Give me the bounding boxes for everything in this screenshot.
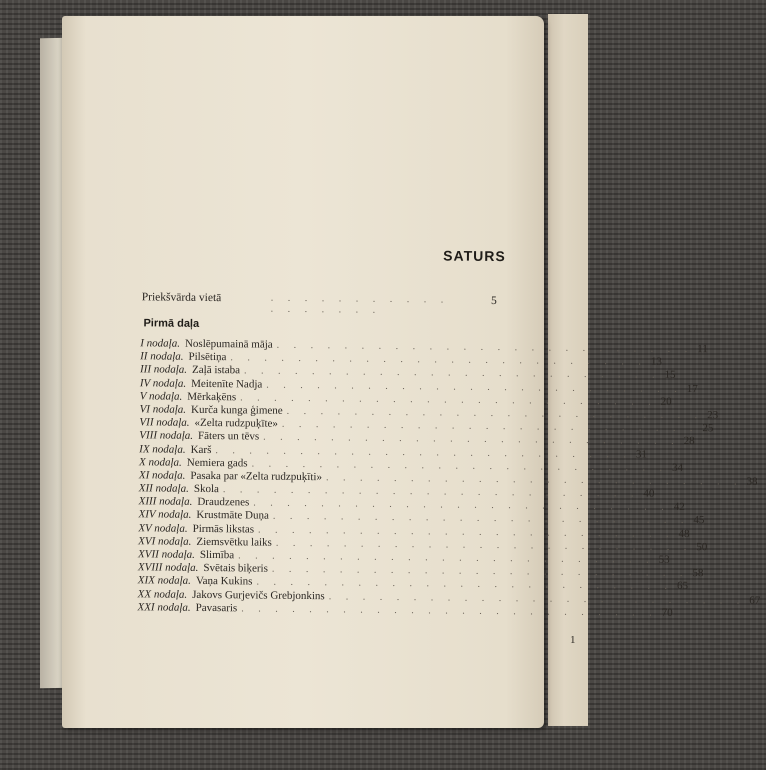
leader-dots: . . . . . . . . . . . . . . . . . . . . . . . . . [328, 590, 746, 607]
chapter-number: VII nodaļa. [139, 416, 190, 429]
chapter-title: Ziemsvētku laiks [196, 535, 272, 549]
chapter-number: II nodaļa. [140, 350, 184, 363]
chapter-number: XVI nodaļa. [138, 535, 192, 548]
leader-dots: . . . . . . . . . . . . . . . . . . . . . . . . . [271, 563, 689, 580]
chapter-number: XI nodaļa. [138, 469, 186, 482]
chapter-title: Meitenīte Nadja [191, 377, 263, 391]
chapter-title: Draudzenes [197, 496, 250, 509]
leader-dots: . . . . . . . . . . . . . . . . . . . . . . . . . [275, 537, 693, 553]
chapter-title: Vaņa Kukins [195, 575, 253, 588]
chapter-number: XV nodaļa. [138, 521, 188, 535]
chapter-page: 40 [643, 487, 655, 500]
chapter-title: Jakovs Gurjevičs Grebjonkins [192, 588, 325, 602]
chapter-number: XVIII nodaļa. [137, 561, 199, 575]
chapter-page: 38 [746, 475, 758, 488]
chapter-number: XX nodaļa. [137, 587, 188, 601]
chapter-title: Karš [190, 443, 212, 456]
leader-dots: . . . . . . . . . . . . . . . . . . . . . . . . . [243, 365, 661, 382]
chapter-page: 23 [707, 409, 719, 422]
chapter-number: XIX nodaļa. [137, 574, 192, 588]
chapter-number: I nodaļa. [140, 337, 181, 350]
leader-dots: . . . . . . . . . . . . . . . . . . . . . . . . . [258, 524, 675, 540]
intro-title: Priekšvārda vietā [141, 291, 222, 305]
leader-dots: . . . . . . . . . . . . . . . . . . . . . . . . . [263, 431, 680, 448]
chapter-title: Pilsētiņa [188, 350, 227, 364]
leader-dots: . . . . . . . . . . . . . . . . . . . . . . . . . [240, 392, 657, 408]
chapter-page: 20 [660, 395, 672, 408]
chapter-page: 53 [658, 553, 670, 566]
chapter-page: 58 [692, 567, 704, 580]
leader-dots: . . . . . . . . . . . . . . . . . . . . . . . . . [281, 418, 699, 435]
chapter-number: VIII nodaļa. [139, 429, 194, 443]
chapter-page: 15 [664, 369, 676, 382]
leader-dots: . . . . . . . . . . . . . . . . . . . . . . . . . [256, 576, 674, 593]
chapter-title: Slimība [199, 548, 235, 562]
intro-entry [141, 291, 497, 316]
chapter-title: «Zelta rudzpuķīte» [194, 416, 279, 430]
leader-dots: . . . . . . . . . . . . . . . . . . . . . . . . . [238, 550, 655, 566]
chapter-number: III nodaļa. [139, 363, 188, 377]
chapter-title: Krustmāte Duņa [196, 509, 269, 523]
leader-dots: . . . . . . . . . . . . . . . . . . . . . . . . . [230, 352, 647, 368]
chapter-page: 65 [676, 580, 689, 593]
leader-dots: . . . . . . . . . . . . . . . . . . . . . . . . . [251, 458, 669, 474]
chapter-page: 45 [693, 514, 705, 527]
chapter-page: 70 [661, 606, 673, 619]
leader-dots: . . . . . . . . . . . . . . . . . . . . . . . . . [276, 339, 694, 356]
chapter-page: 25 [702, 422, 714, 435]
chapter-number: XII nodaļa. [138, 482, 189, 495]
chapter-number: VI nodaļa. [139, 403, 187, 416]
facing-page-number: 1 [570, 634, 576, 646]
chapter-title: Kurča kunga ģimene [190, 403, 283, 417]
leader-dots: . . . . . . . . . . . . . . . . . . . . . . . . . [325, 472, 743, 488]
chapter-title: Pavasaris [195, 601, 238, 615]
chapter-title: Svētais biķeris [203, 562, 268, 575]
chapter-title: Fāters un tēvs [198, 430, 260, 443]
chapter-number: XXI nodaļa. [137, 601, 191, 614]
chapter-title: Nemiera gads [186, 456, 248, 470]
leader-dots: . . . . . . . . . . . . . . . . . . . . . . . . . [253, 497, 670, 514]
chapter-title: Noslēpumainā māja [184, 337, 273, 351]
leader-dots: . . . . . . . . . . . . . . . . . . . . . . . . . [222, 484, 640, 500]
leader-dots: . . . . . . . . . . . . . . . . . . . . . . . . . [272, 511, 690, 527]
chapter-page: 67 [749, 594, 761, 607]
chapter-number: XVII nodaļa. [138, 548, 195, 561]
chapter-title: Skola [193, 482, 220, 496]
chapter-number: V nodaļa. [139, 390, 183, 403]
chapter-number: XIII nodaļa. [138, 495, 193, 509]
chapter-page: 13 [650, 355, 662, 368]
chapter-page: 31 [635, 447, 647, 461]
chapter-page: 17 [686, 382, 698, 395]
chapter-page: 42 [673, 501, 685, 514]
part-title: Pirmā daļa [143, 317, 200, 330]
leader-dots: . . . . . . . . . . . . . . . . . . . . . . . . . [286, 405, 704, 422]
leader-dots: . . . . . . . . . . . . . . . . . . . . . . . . . [266, 379, 683, 395]
chapter-page: 28 [683, 435, 695, 448]
toc-entry [137, 601, 673, 619]
leader-dots: . . . . . . . . . . . . . . . . . . [270, 292, 450, 316]
chapter-number: X nodaļa. [138, 455, 182, 469]
chapter-title: Mērkaķēns [187, 390, 237, 404]
chapter-page: 50 [696, 540, 708, 554]
chapter-number: XIV nodaļa. [138, 508, 192, 522]
chapter-page: 48 [678, 527, 690, 540]
chapter-title: Pasaka par «Zelta rudzpuķīti» [190, 469, 323, 484]
toc-list [137, 337, 761, 619]
contents-page [62, 16, 761, 728]
chapter-page: 11 [697, 343, 708, 356]
chapter-page: 34 [672, 461, 684, 474]
chapter-number: IV nodaļa. [139, 376, 187, 390]
contents-title: SATURS [443, 247, 506, 265]
leader-dots: . . . . . . . . . . . . . . . . . . . . . . . . . [241, 603, 658, 619]
chapter-number: IX nodaļa. [139, 442, 186, 456]
intro-page: 5 [490, 294, 497, 308]
chapter-title: Pirmās likstas [192, 522, 255, 536]
chapter-title: Zaļā istaba [191, 364, 241, 377]
leader-dots: . . . . . . . . . . . . . . . . . . . . . . . . . [215, 444, 632, 460]
